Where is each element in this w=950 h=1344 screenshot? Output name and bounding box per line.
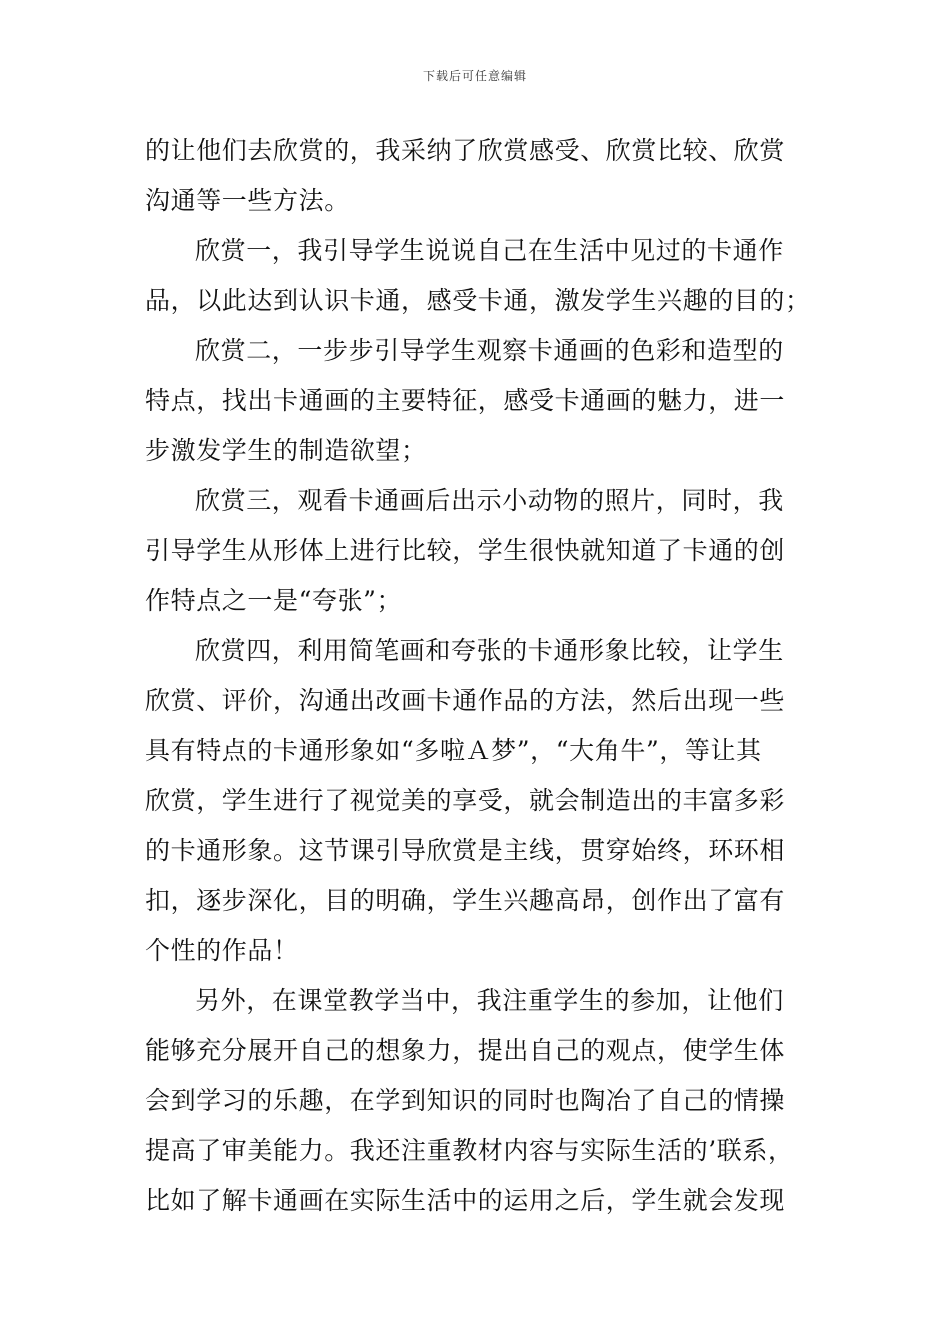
- text-line: 特点，找出卡通画的主要特征，感受卡通画的魅力，进一: [145, 386, 786, 415]
- text-line: 作特点之一是“夸张”；: [145, 586, 403, 615]
- text-line: 比如了解卡通画在实际生活中的运用之后，学生就会发现: [145, 1186, 786, 1215]
- text-line: 提高了审美能力。我还注重教材内容与实际生活的’联系，: [145, 1136, 794, 1165]
- text-line: 欣赏一，我引导学生说说自己在生活中见过的卡通作: [195, 236, 784, 265]
- text-line: 会到学习的乐趣，在学到知识的同时也陶冶了自己的情操: [145, 1086, 786, 1115]
- text-line: 引导学生从形体上进行比较，学生很快就知道了卡通的创: [145, 536, 786, 565]
- text-line: 欣赏三，观看卡通画后出示小动物的照片，同时，我: [195, 486, 784, 515]
- text-line: 欣赏，学生进行了视觉美的享受，就会制造出的丰富多彩: [145, 786, 786, 815]
- text-line: 另外，在课堂教学当中，我注重学生的参加，让他们: [195, 986, 784, 1015]
- body-text: [145, 126, 835, 1226]
- text-line: 欣赏二，一步步引导学生观察卡通画的色彩和造型的: [195, 336, 784, 365]
- text-line: 扣，逐步深化，目的明确，学生兴趣高昂，创作出了富有: [145, 886, 786, 915]
- page-header: 下载后可任意编辑: [422, 69, 527, 83]
- text-line: 欣赏、评价，沟通出改画卡通作品的方法，然后出现一些: [145, 686, 786, 715]
- text-line: 个性的作品！: [145, 936, 299, 965]
- text-line: 沟通等一些方法。: [145, 186, 350, 215]
- text-line: 的让他们去欣赏的，我采纳了欣赏感受、欣赏比较、欣赏: [145, 136, 786, 165]
- text-line: 能够充分展开自己的想象力，提出自己的观点，使学生体: [145, 1036, 786, 1065]
- text-line: 欣赏四，利用简笔画和夸张的卡通形象比较，让学生: [195, 636, 784, 665]
- text-line: 具有特点的卡通形象如“多啦Ａ梦”，“大角牛”，等让其: [145, 736, 762, 765]
- text-line: 的卡通形象。这节课引导欣赏是主线，贯穿始终，环环相: [145, 836, 786, 865]
- text-line: 步激发学生的制造欲望；: [145, 436, 427, 465]
- text-line: 品，以此达到认识卡通，感受卡通，激发学生兴趣的目的；: [145, 286, 811, 315]
